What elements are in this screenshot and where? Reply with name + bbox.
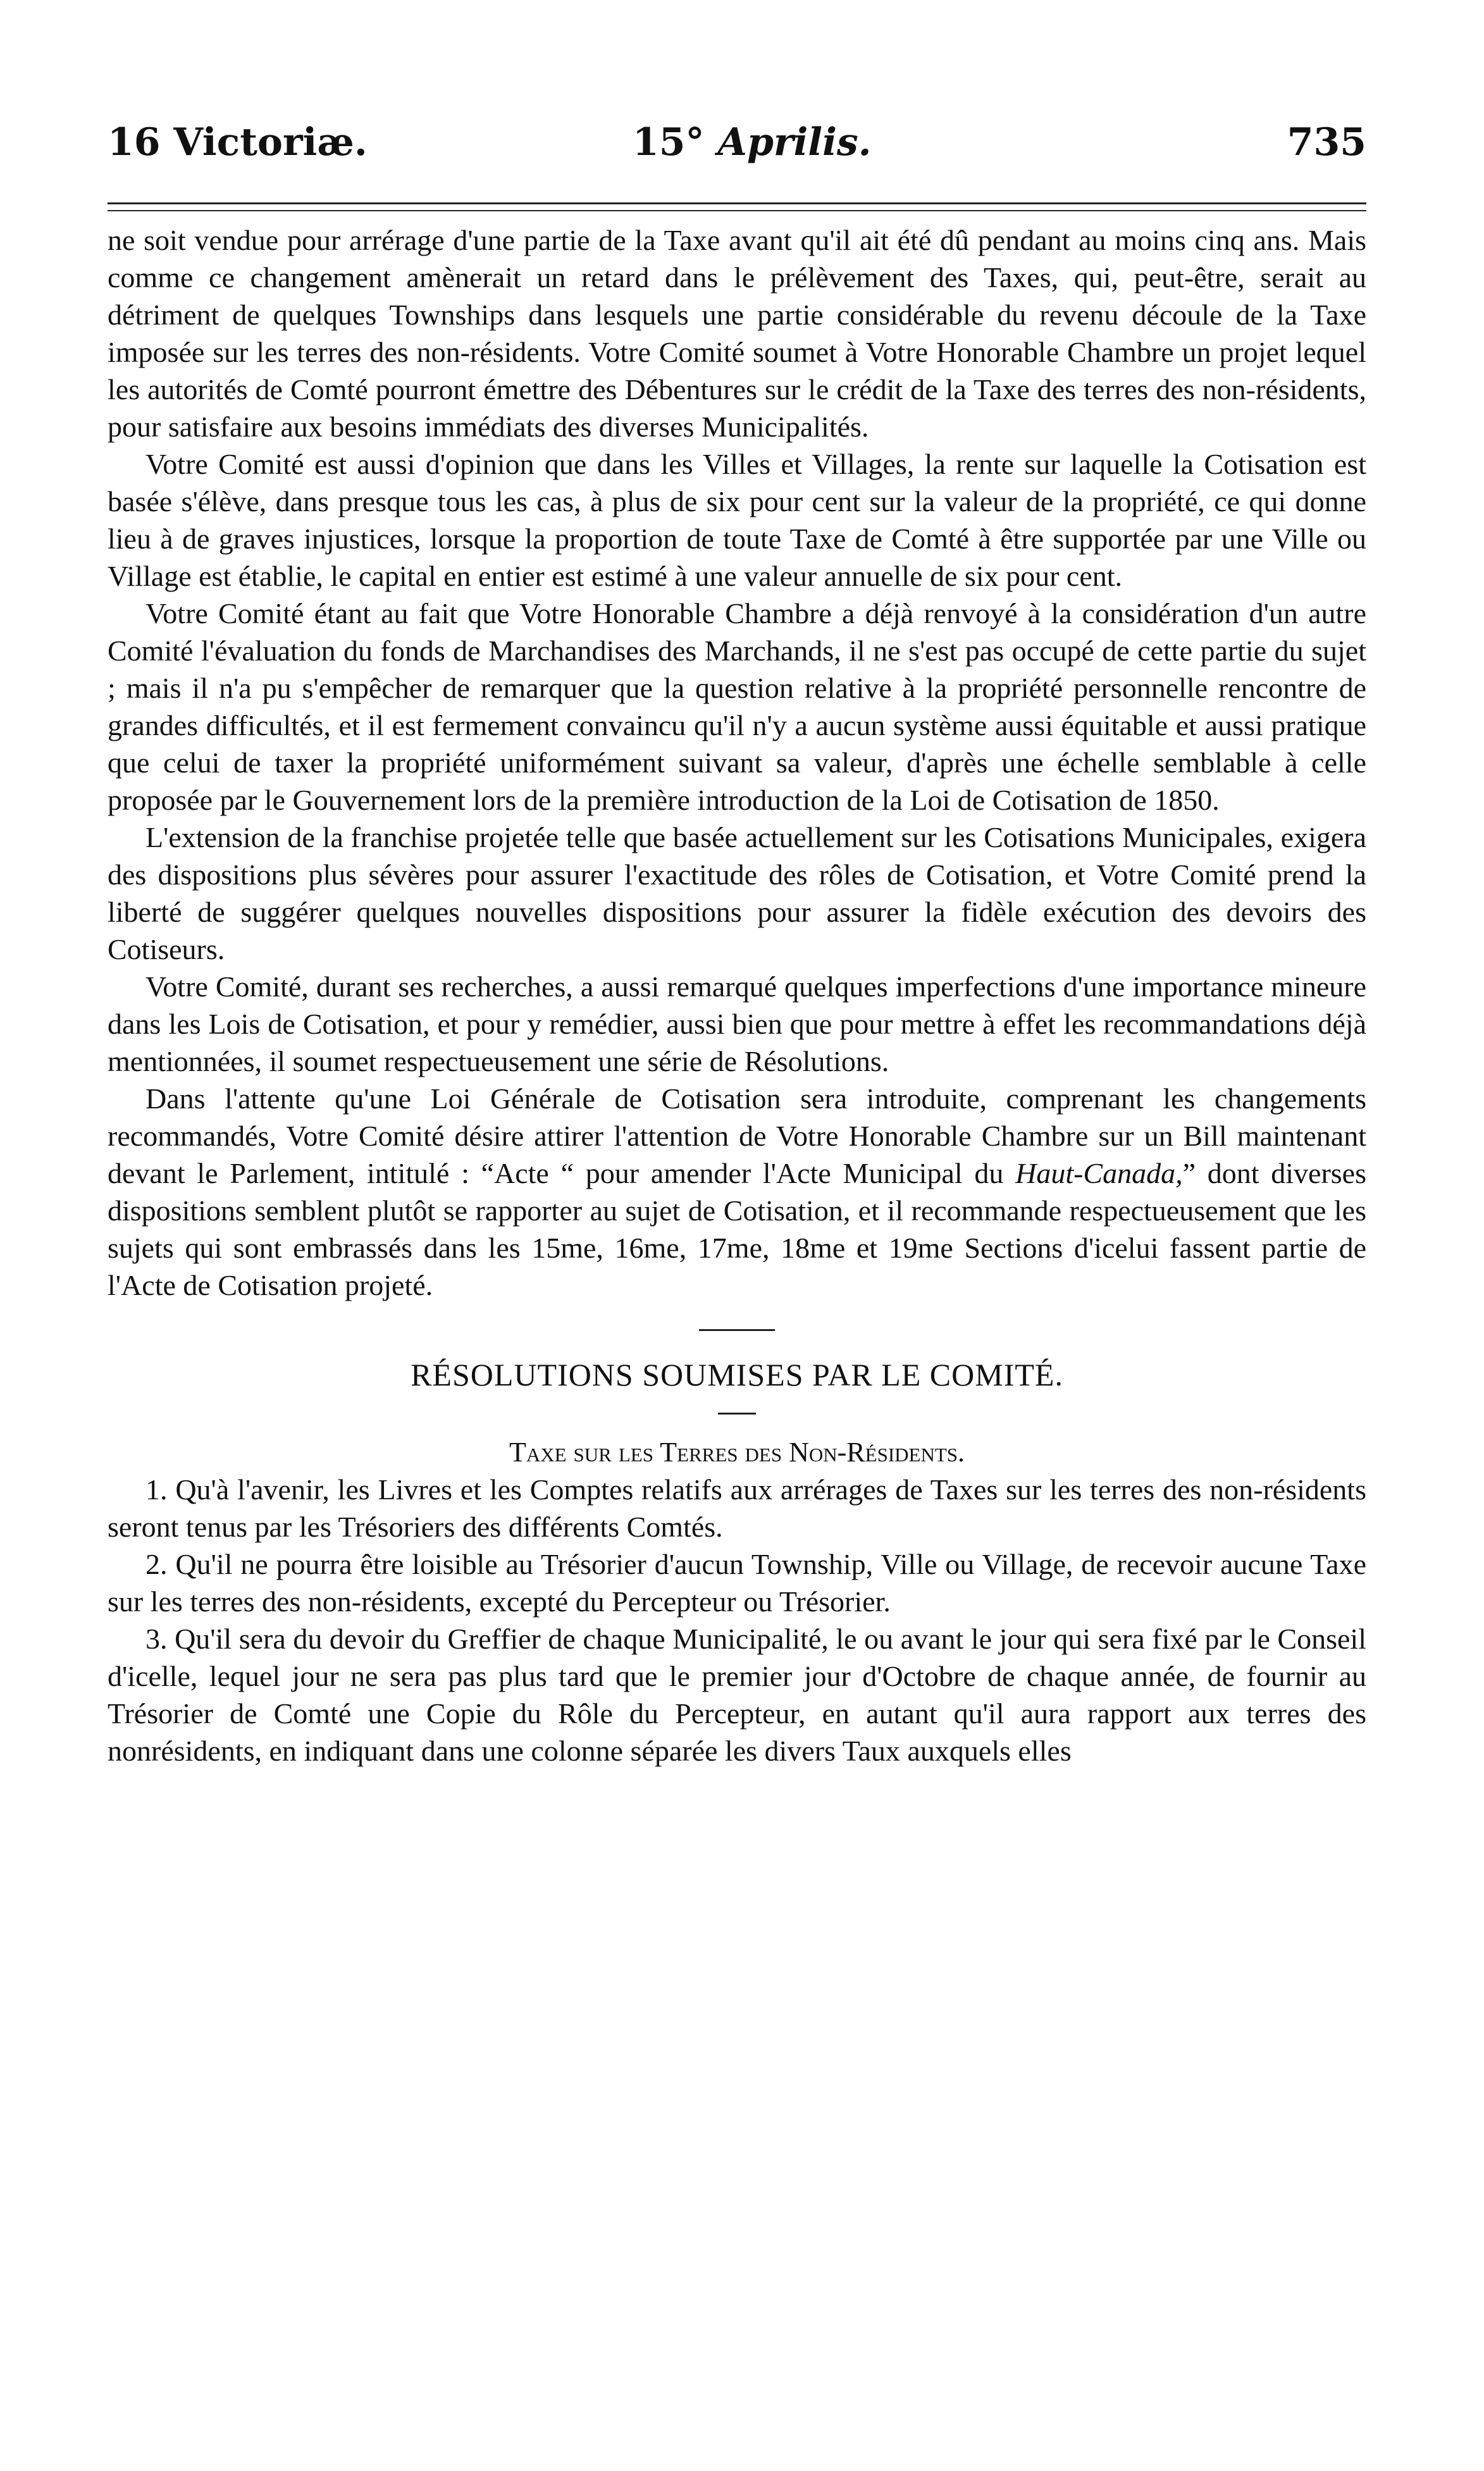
paragraph-6 [108, 1080, 1366, 1304]
paragraph-6-text-b: ” dont diverses dispositions semblent plutôt se rapporter au sujet de Cotisation, et il recommande respectueusement que les sujets qui sont embrassés dans les 15me, 16me, 17me, 18me et 19me Sections d'icelui fassent partie de l'Acte de Cotisation projeté. [108, 1157, 1367, 1301]
paragraph-1: ne soit vendue pour arrérage d'une partie de la Taxe avant qu'il ait été dû pendant au moins cinq ans. Mais comme ce changement amènerait un retard dans le prélèvement des Taxes, qui, peut-être, serait au détriment de quelques Townships dans lesquels une partie considérable du revenu découle de la Taxe imposée sur les terres des non-résidents. Votre Comité soumet à Votre Honorable Chambre un projet lequel les autorités de Comté pourront émettre des Débentures sur le crédit de la Taxe des terres des non-résidents, pour satisfaire aux besoins immédiats des diverses Municipalités. [108, 224, 1366, 443]
subsection-divider [718, 1413, 756, 1415]
resolution-2: 2. Qu'il ne pourra être loisible au Trésorier d'aucun Township, Ville ou Village, de recevoir aucune Taxe sur les terres des non-résidents, excepté du Percepteur ou Trésorier. [108, 1548, 1366, 1618]
page-header [108, 120, 1366, 177]
paragraph-6-italic: Haut-Canada, [1015, 1157, 1183, 1189]
header-rule-bottom [108, 210, 1366, 211]
running-head-date [633, 120, 872, 164]
paragraph-2: Votre Comité est aussi d'opinion que dans les Villes et Villages, la rente sur laquelle la Cotisation est basée s'élève, dans presque tous les cas, à plus de six pour cent sur la valeur de la propriété, ce qui donne lieu à de graves injustices, lorsque la proportion de toute Taxe de Comté à être supportée par une Ville ou Village est établie, le capital en entier est estimé à une valeur annuelle de six pour cent. [108, 448, 1366, 592]
date-month: Aprilis. [717, 120, 872, 164]
page-body [108, 221, 1366, 1769]
page-number: 735 [1287, 120, 1366, 164]
paragraph-5: Votre Comité, durant ses recherches, a aussi remarqué quelques imperfections d'une importance mineure dans les Lois de Cotisation, et pour y remédier, aussi bien que pour mettre à effet les recommandations déjà mentionnées, il soumet respectueusement une série de Résolutions. [108, 970, 1366, 1077]
running-head-left: 16 Victoriæ. [108, 120, 368, 164]
paragraph-6-text-a: Dans l'attente qu'une Loi Générale de Cotisation sera introduite, comprenant les changements recommandés, Votre Comité désire attirer l'attention de Votre Honorable Chambre sur un Bill maintenant devant le Parlement, intitulé : “Acte “ pour amender l'Acte Municipal du [108, 1082, 1366, 1189]
section-divider [699, 1329, 775, 1331]
subsection-title: Taxe sur les Terres des Non-Résidents. [509, 1437, 965, 1468]
date-day: 15° [633, 120, 705, 164]
header-rule-top [108, 202, 1366, 204]
resolution-1: 1. Qu'à l'avenir, les Livres et les Comptes relatifs aux arrérages de Taxes sur les terres des non-résidents seront tenus par les Trésoriers des différents Comtés. [108, 1473, 1366, 1543]
paragraph-4: L'extension de la franchise projetée telle que basée actuellement sur les Cotisations Municipales, exigera des dispositions plus sévères pour assurer l'exactitude des rôles de Cotisation, et Votre Comité prend la liberté de suggérer quelques nouvelles dispositions pour assurer la fidèle exécution des devoirs des Cotiseurs. [108, 821, 1366, 965]
paragraph-3: Votre Comité étant au fait que Votre Honorable Chambre a déjà renvoyé à la considération d'un autre Comité l'évaluation du fonds de Marchandises des Marchands, il ne s'est pas occupé de cette partie du sujet ; mais il n'a pu s'empêcher de remarquer que la question relative à la propriété personnelle rencontre de grandes difficultés, et il est fermement convaincu qu'il n'y a aucun système aussi équitable et aussi pratique que celui de taxer la propriété uniformément suivant sa valeur, d'après une échelle semblable à celle proposée par le Gouvernement lors de la première introduction de la Loi de Cotisation de 1850. [108, 597, 1366, 816]
section-title: RÉSOLUTIONS SOUMISES PAR LE COMITÉ. [411, 1357, 1063, 1392]
resolution-3: 3. Qu'il sera du devoir du Greffier de chaque Municipalité, le ou avant le jour qui sera fixé par le Conseil d'icelle, lequel jour ne sera pas plus tard que le premier jour d'Octobre de chaque année, de fournir au Trésorier de Comté une Copie du Rôle du Percepteur, en autant qu'il aura rapport aux terres des nonrésidents, en indiquant dans une colonne séparée les divers Taux auxquels elles [108, 1623, 1366, 1767]
